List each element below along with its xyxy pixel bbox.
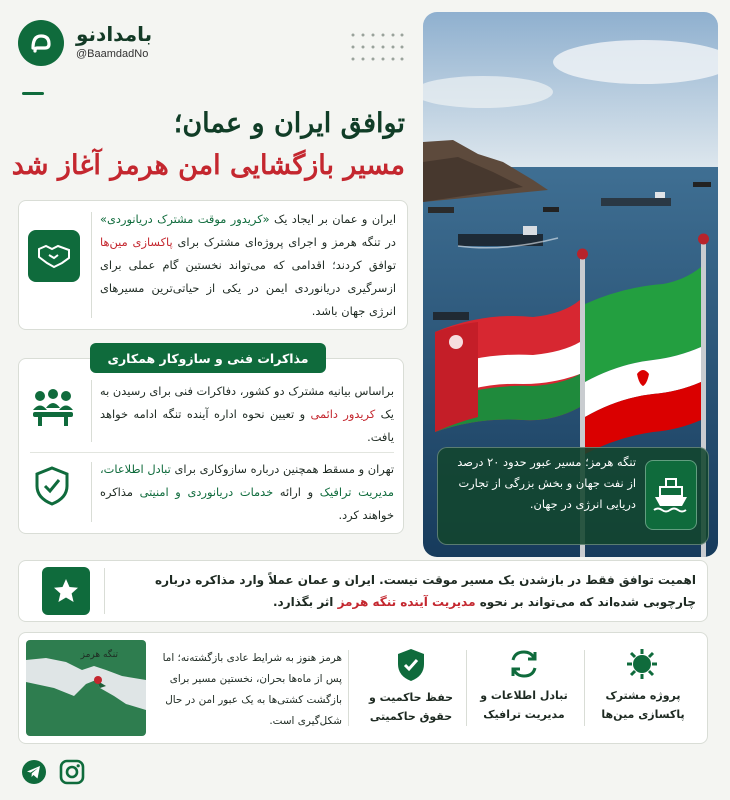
hormuz-fact-text: تنگه هرمز؛ مسیر عبور حدود ۲۰ درصد از نفت جهان و بخش بزرگی از تجارت دریایی انرژی در جهان. [457, 455, 636, 511]
brand-logo-icon [26, 28, 56, 58]
text-part: و تعیین نحوه اداره آینده تنگه ادامه خواهد یافت. [100, 407, 394, 444]
highlight-info-exchange: تبادل اطلاعات، مدیریت ترافیک [100, 462, 394, 499]
importance-text [112, 569, 696, 613]
card-divider [91, 462, 92, 522]
text-part: مذاکره خواهند کرد. [100, 485, 394, 522]
intro-text [100, 208, 396, 323]
title-accent-dash [22, 92, 44, 95]
brand-name: بامدادنو [76, 22, 153, 46]
cooperation-item1-text [100, 380, 394, 449]
card-divider [104, 568, 105, 614]
page-title-line2: مسیر بازگشایی امن هرمز آغاز شد [11, 150, 405, 181]
text-part: براساس بیانیه مشترک دو کشور، دفاکرات فنی برای رسیدن به یک [100, 384, 394, 421]
exchange-icon [508, 648, 540, 680]
telegram-icon[interactable] [20, 758, 48, 786]
feature-sovereignty-label: حفظ حاکمیت و حقوق حاکمیتی [368, 691, 454, 723]
handshake-icon [28, 230, 80, 282]
intro-text-part: توافق کردند؛ اقدامی که می‌تواند نخستین گام عملی برای ازسرگیری دریانوردی ایمن در یکی از حیاتی‌ترین مسیرهای انرژی جهان باشد. [100, 258, 396, 318]
brand-logo[interactable] [18, 20, 64, 66]
text-part: و ارائه [273, 485, 320, 499]
card-divider [91, 380, 92, 442]
text-part: اهمیت توافق فقط در بازشدن یک مسیر موقت نیست. ایران و عمان عملاً وارد مذاکره درباره چارچوبی شده‌اند که می‌تواند بر نحوه [154, 573, 696, 609]
feature-divider [466, 650, 467, 726]
intro-text-part: ایران و عمان بر ایجاد یک [269, 212, 396, 226]
ship-icon [645, 460, 697, 530]
hormuz-status-note: هرمز هنوز به شرایط عادی بازگشته‌نه؛ اما پس از ماه‌ها بحران، نخستین مسیر برای بازگشت کشتی‌ها به یک عبور امن در حال شکل‌گیری است. [162, 652, 342, 727]
mine-icon [626, 648, 658, 680]
intro-highlight-corridor: «کریدور موقت مشترک دریانوردی» [100, 212, 270, 226]
brand-handle: @BaamdadNo [76, 48, 149, 60]
highlight-permanent-corridor: کریدور دائمی [310, 407, 376, 421]
text-part: تهران و مسقط همچنین درباره سازوکاری برای [170, 462, 394, 476]
star-icon [42, 567, 90, 615]
feature-info-exchange-label: تبادل اطلاعات و مدیریت ترافیک [480, 689, 568, 721]
item-separator [30, 452, 394, 453]
highlight-security-services: خدمات دریانوردی و امنیتی [139, 485, 274, 499]
dot-grid-decoration [350, 32, 404, 62]
shield-check-icon [396, 648, 426, 682]
intro-text-part: در تنگه هرمز و اجرای پروژه‌ای مشترک برای [172, 235, 397, 249]
text-part: اثر بگذارد. [273, 595, 338, 609]
card-divider [91, 212, 92, 318]
feature-divider [584, 650, 585, 726]
cooperation-item2-text [100, 458, 394, 527]
intro-highlight-demining: پاکسازی مین‌ها [100, 235, 173, 249]
feature-demining-label: پروژه مشترک پاکسازی مین‌ها [601, 689, 685, 721]
map-label: تنگه هرمز [80, 650, 118, 660]
meeting-icon [30, 388, 76, 428]
page-title-line1: توافق ایران و عمان؛ [173, 108, 405, 139]
cooperation-label: مذاکرات فنی و سازوکار همکاری [90, 343, 326, 373]
feature-divider [348, 650, 349, 726]
shield-check-icon [34, 466, 70, 506]
highlight-future-management: مدیریت آینده تنگه هرمز [337, 595, 476, 609]
instagram-icon[interactable] [58, 758, 86, 786]
